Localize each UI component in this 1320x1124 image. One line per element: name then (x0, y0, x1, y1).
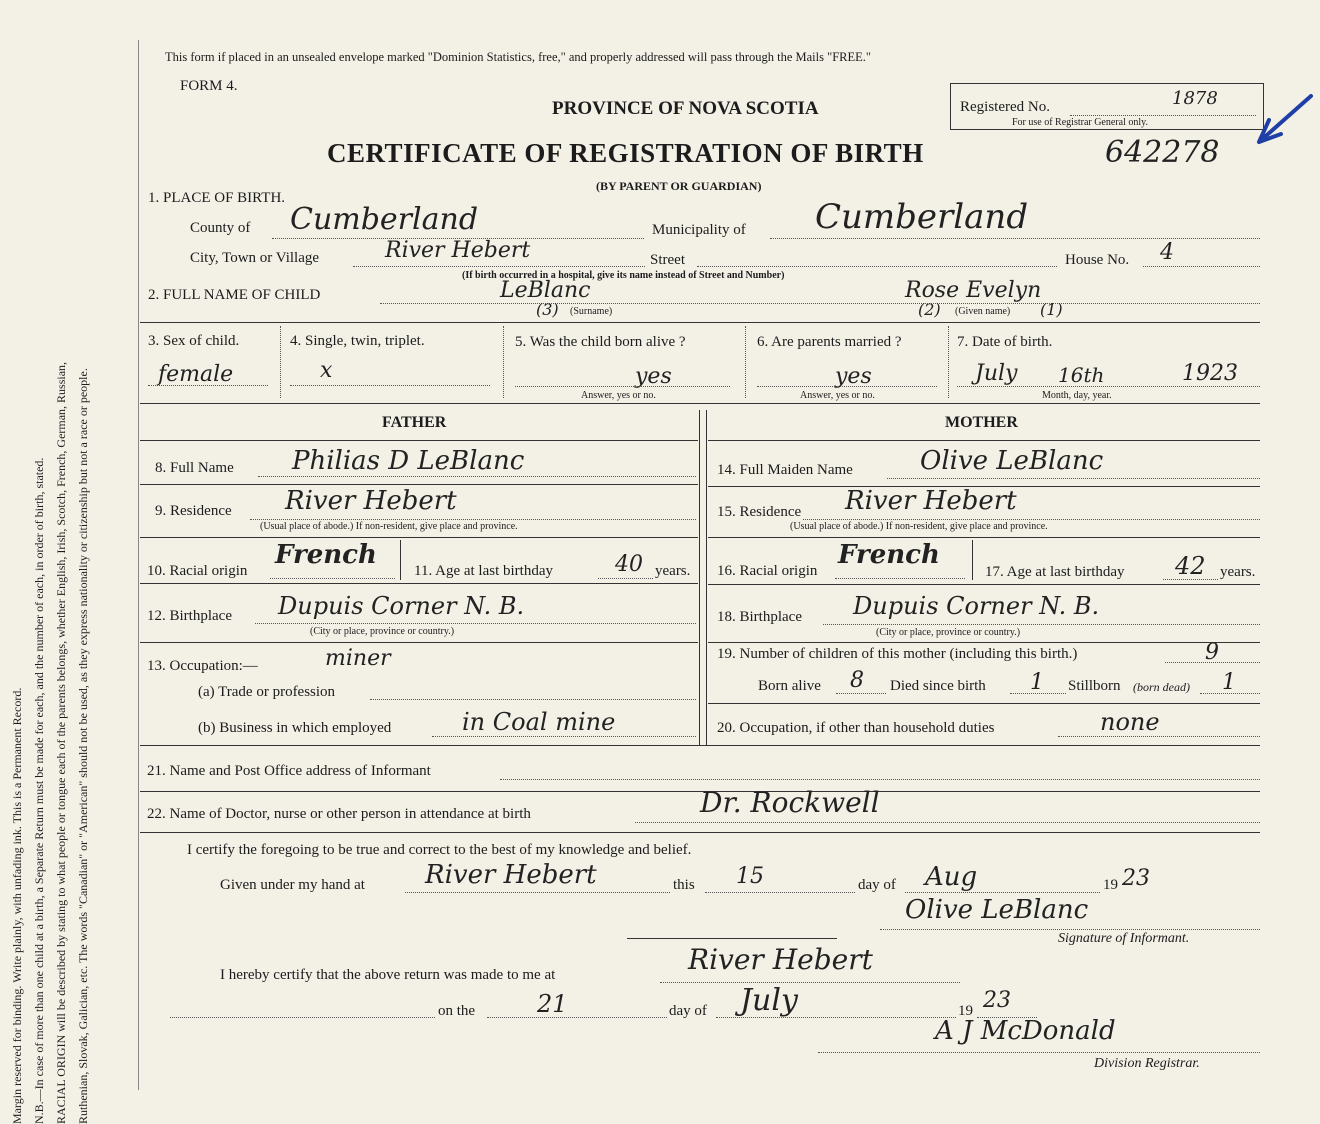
row3-top-rule (140, 322, 1260, 323)
place-of-birth-label: 1. PLACE OF BIRTH. (148, 190, 286, 206)
given-day-of-label: day of (858, 877, 896, 893)
registrar-day-value: 21 (537, 990, 568, 1018)
informant-signature: Olive LeBlanc (905, 895, 1089, 925)
mother-children-value: 9 (1205, 640, 1219, 665)
parents-bottom-rule (140, 745, 1260, 746)
house-number-line (1143, 266, 1260, 267)
blue-check-mark (1255, 90, 1315, 150)
given-day-line (705, 892, 855, 893)
given-this-label: this (673, 877, 695, 893)
mother-residence-value: River Hebert (845, 486, 1017, 516)
given-year-prefix: 19 (1103, 877, 1118, 893)
registrar-place-line (660, 982, 960, 983)
father-business-value: in Coal mine (462, 708, 616, 736)
given-year-value: 23 (1122, 866, 1150, 891)
father-heading: FATHER (382, 414, 447, 431)
mother-birthplace-line (823, 624, 1260, 625)
father-rule-4 (140, 642, 698, 643)
certificate-number: 642278 (1105, 135, 1220, 170)
mother-age-unit: years. (1220, 564, 1256, 580)
father-age-value: 40 (615, 552, 643, 577)
father-racial-origin-value: French (275, 540, 377, 570)
margin-note-line-1: Margin reserved for binding. Write plainly, with unfading ink. This is a Permanent Record. (10, 687, 24, 1124)
certification-statement: I certify the foregoing to be true and correct to the best of my knowledge and belief. (187, 842, 692, 858)
single-twin-line (290, 385, 490, 386)
mother-heading: MOTHER (945, 414, 1018, 431)
father-residence-caption: (Usual place of abode.) If non-resident, give place and province. (260, 521, 518, 532)
father-heading-rule (140, 440, 698, 441)
date-of-birth-line (957, 386, 1260, 387)
father-rule-1 (140, 484, 698, 485)
child-surname-value: LeBlanc (500, 278, 591, 303)
parents-married-line (757, 386, 937, 387)
father-business-label: (b) Business in which employed (198, 720, 392, 736)
given-month-value: Aug (925, 862, 978, 892)
stillborn-value: 1 (1222, 670, 1236, 695)
sex-line (148, 385, 268, 386)
child-given-caption: (Given name) (955, 306, 1011, 317)
father-residence-label: 9. Residence (155, 503, 232, 519)
doctor-line (635, 822, 1260, 823)
registrar-day-of-label: day of (669, 1003, 707, 1019)
street-line (697, 266, 1057, 267)
father-business-line (432, 736, 696, 737)
father-birthplace-caption: (City or place, province or country.) (310, 626, 455, 637)
mother-children-label: 19. Number of children of this mother (including this birth.) (717, 646, 1078, 662)
hospital-note: (If birth occurred in a hospital, give its name instead of Street and Number) (462, 270, 785, 281)
certificate-title: CERTIFICATE OF REGISTRATION OF BIRTH (327, 138, 924, 168)
born-alive-label: 5. Was the child born alive ? (515, 334, 686, 350)
mother-birthplace-caption: (City or place, province or country.) (876, 627, 1021, 638)
child-given-order-b: (1) (1040, 300, 1063, 319)
registrar-statement: I hereby certify that the above return was made to me at (220, 967, 556, 983)
informant-label: 21. Name and Post Office address of Informant (147, 763, 431, 779)
mother-rule-5 (708, 703, 1260, 704)
registered-number-value: 1878 (1172, 88, 1218, 109)
single-twin-label: 4. Single, twin, triplet. (290, 333, 425, 349)
born-alive-value: yes (635, 364, 672, 389)
doctor-label: 22. Name of Doctor, nurse or other person in attendance at birth (147, 806, 531, 822)
father-name-line (258, 476, 696, 477)
child-name-line (380, 303, 1260, 304)
margin-note-line-4: Ruthenian, Slovak, Galician, etc. The words "Canadian" or "American" should not be used, as they express nationality or citizenship but not a race or people. (76, 368, 90, 1124)
mother-age-label: 17. Age at last birthday (985, 564, 1125, 580)
municipality-value: Cumberland (815, 197, 1029, 237)
registrar-day-line (487, 1017, 667, 1018)
mother-residence-line (803, 519, 1260, 520)
row3-divider-1 (280, 326, 281, 398)
born-alive-count-line (836, 693, 886, 694)
given-month-line (905, 892, 1100, 893)
date-of-birth-label: 7. Date of birth. (957, 334, 1053, 350)
father-age-unit: years. (655, 563, 691, 579)
father-trade-line (370, 699, 696, 700)
mother-racial-origin-line (835, 578, 965, 579)
city-label: City, Town or Village (190, 250, 320, 266)
sex-value: female (158, 362, 234, 387)
sex-label: 3. Sex of child. (148, 333, 240, 349)
registrar-signature-line (818, 1052, 1260, 1053)
father-residence-value: River Hebert (285, 486, 457, 516)
father-racial-origin-line (270, 578, 395, 579)
mother-name-line (887, 478, 1260, 479)
registrar-use-note: For use of Registrar General only. (1012, 117, 1148, 128)
father-name-value: Philias D LeBlanc (292, 446, 525, 476)
registrar-year-value: 23 (983, 988, 1011, 1013)
municipality-line (770, 238, 1260, 239)
father-residence-line (250, 519, 696, 520)
form-number: FORM 4. (180, 78, 238, 94)
parents-married-value: yes (835, 364, 872, 389)
mother-residence-caption: (Usual place of abode.) If non-resident, give place and province. (790, 521, 1048, 532)
father-age-line (598, 578, 653, 579)
father-name-label: 8. Full Name (155, 460, 234, 476)
child-name-label: 2. FULL NAME OF CHILD (148, 287, 321, 303)
date-of-birth-caption: Month, day, year. (1042, 390, 1112, 401)
given-place-value: River Hebert (425, 860, 597, 890)
father-birthplace-label: 12. Birthplace (147, 608, 232, 624)
father-racial-age-divider (400, 540, 401, 580)
birth-month-value: July (975, 361, 1018, 386)
registrar-on-the-label: on the (438, 1003, 476, 1019)
center-divider-a (699, 410, 700, 745)
father-rule-3 (140, 583, 698, 584)
row3-divider-3 (745, 326, 746, 398)
born-alive-count-label: Born alive (758, 678, 821, 694)
mother-occupation-label: 20. Occupation, if other than household duties (717, 720, 995, 736)
child-given-order-a: (2) (918, 300, 941, 319)
registered-number-label: Registered No. (960, 99, 1050, 115)
informant-signature-caption: Signature of Informant. (1058, 931, 1190, 946)
registrar-month-value: July (740, 983, 798, 1018)
given-place-line (405, 892, 670, 893)
mother-residence-label: 15. Residence (717, 504, 802, 520)
mother-racial-age-divider (972, 540, 973, 580)
born-alive-count-value: 8 (850, 668, 864, 693)
registrar-leader-line (170, 1017, 435, 1018)
mother-rule-2 (708, 537, 1260, 538)
doctor-value: Dr. Rockwell (700, 786, 880, 819)
province-heading: PROVINCE OF NOVA SCOTIA (552, 98, 819, 119)
child-surname-caption: (Surname) (570, 306, 613, 317)
certification-short-rule (627, 938, 837, 939)
doctor-rule (140, 832, 1260, 833)
street-label: Street (650, 252, 685, 268)
stillborn-label: Stillborn (1068, 678, 1121, 694)
row3-bottom-rule (140, 403, 1260, 404)
birth-day-value: 16th (1058, 363, 1105, 387)
mother-heading-rule (708, 440, 1260, 441)
municipality-label: Municipality of (652, 222, 746, 238)
mother-name-label: 14. Full Maiden Name (717, 462, 853, 478)
row3-divider-2 (503, 326, 504, 398)
born-alive-caption: Answer, yes or no. (581, 390, 656, 401)
registrar-place-value: River Hebert (688, 943, 873, 976)
mother-racial-origin-value: French (838, 540, 940, 570)
parents-married-caption: Answer, yes or no. (800, 390, 875, 401)
mother-birthplace-label: 18. Birthplace (717, 609, 802, 625)
registered-number-line (1070, 115, 1256, 116)
margin-note-line-3: RACIAL ORIGIN will be described by stating to what people or tongue each of the parents belongs, whether English, Irish, Scotch, French, German, Russian, (54, 361, 68, 1124)
margin-notes (6, 84, 94, 1124)
mother-name-value: Olive LeBlanc (920, 446, 1104, 476)
birth-year-value: 1923 (1182, 361, 1238, 386)
father-occupation-label: 13. Occupation:— (147, 658, 258, 674)
postal-note: This form if placed in an unsealed envelope marked "Dominion Statistics, free," and properly addressed will pass through the Mails "FREE." (165, 50, 872, 64)
row3-divider-4 (948, 326, 949, 398)
born-alive-line (515, 386, 730, 387)
mother-racial-origin-label: 16. Racial origin (717, 563, 818, 579)
city-line (353, 266, 645, 267)
mother-age-line (1163, 579, 1218, 580)
margin-note-line-2: N.B.—In case of more than one child at a birth, a Separate Return must be made for each, and the number of each, in order of birth, stated. (32, 457, 46, 1124)
died-since-birth-label: Died since birth (890, 678, 986, 694)
father-rule-2 (140, 537, 698, 538)
county-value: Cumberland (290, 202, 479, 237)
died-since-birth-value: 1 (1030, 670, 1044, 695)
center-divider-b (706, 410, 707, 745)
informant-line (500, 779, 1260, 780)
certificate-subtitle: (BY PARENT OR GUARDIAN) (596, 179, 762, 193)
mother-age-value: 42 (1175, 552, 1206, 580)
given-under-hand-label: Given under my hand at (220, 877, 365, 893)
mother-rule-3 (708, 584, 1260, 585)
father-birthplace-line (255, 623, 696, 624)
child-surname-order: (3) (536, 300, 559, 319)
father-birthplace-value: Dupuis Corner N. B. (278, 592, 525, 620)
city-value: River Hebert (385, 238, 531, 263)
house-number-label: House No. (1065, 252, 1130, 268)
given-day-value: 15 (736, 864, 764, 889)
informant-signature-line (880, 929, 1260, 930)
county-label: County of (190, 220, 251, 236)
mother-rule-4 (708, 642, 1260, 643)
single-twin-value: x (320, 358, 333, 383)
house-number-value: 4 (1160, 240, 1174, 265)
margin-binding-line (138, 40, 139, 1090)
mother-occupation-line (1058, 736, 1260, 737)
mother-occupation-value: none (1100, 708, 1160, 736)
registrar-year-prefix: 19 (958, 1003, 973, 1019)
father-age-label: 11. Age at last birthday (414, 563, 553, 579)
father-trade-label: (a) Trade or profession (198, 684, 336, 700)
registrar-signature-caption: Division Registrar. (1094, 1056, 1200, 1071)
child-given-value: Rose Evelyn (905, 278, 1042, 303)
father-occupation-value: miner (325, 646, 391, 671)
parents-married-label: 6. Are parents married ? (757, 334, 902, 350)
stillborn-note: (born dead) (1133, 680, 1190, 694)
father-racial-origin-label: 10. Racial origin (147, 563, 248, 579)
mother-birthplace-value: Dupuis Corner N. B. (853, 592, 1100, 620)
registrar-signature: A J McDonald (935, 1016, 1116, 1046)
